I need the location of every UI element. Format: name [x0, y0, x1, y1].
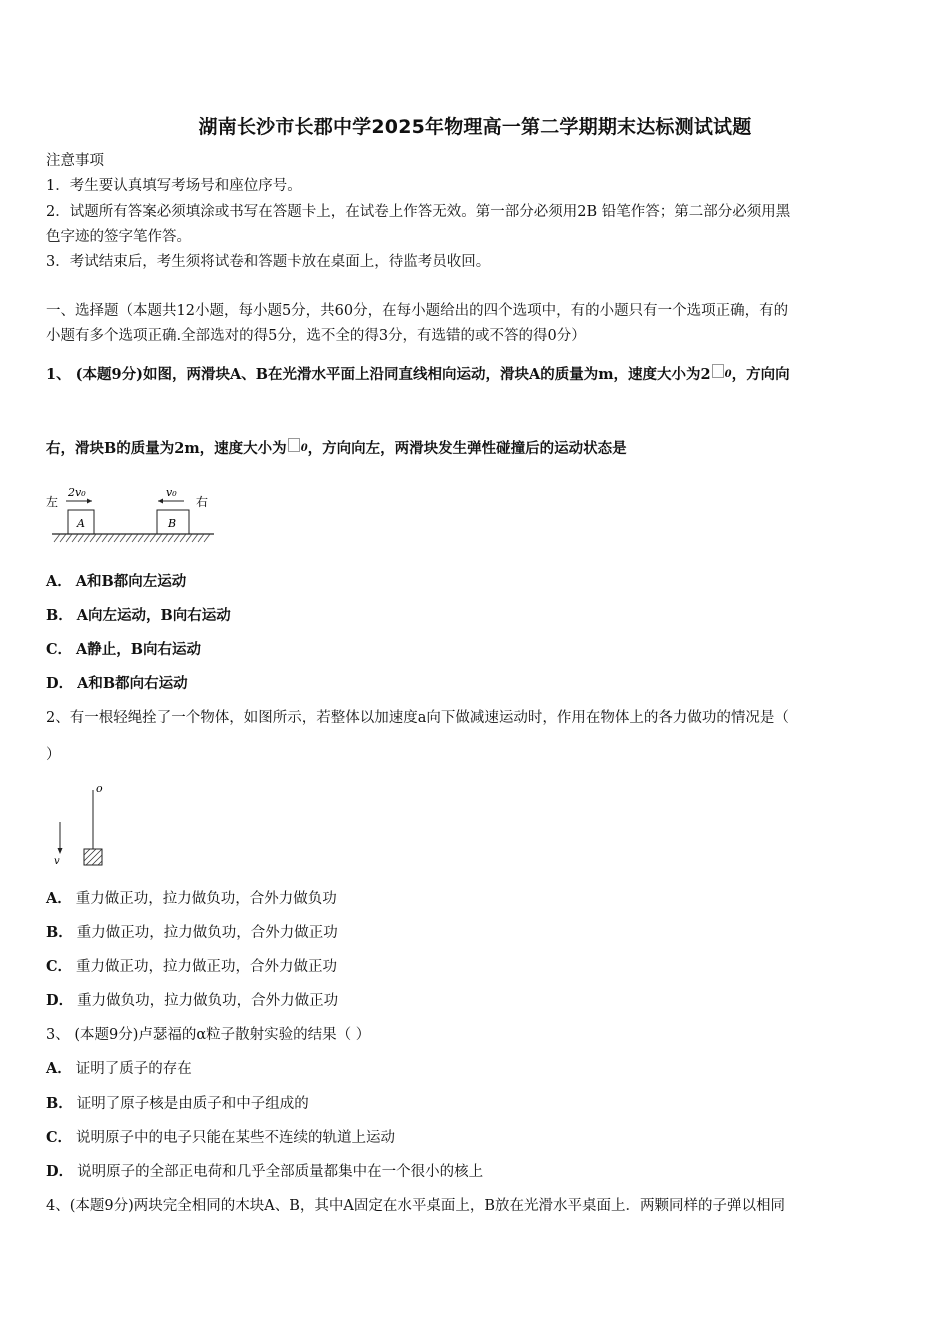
- arrow-right-head: [87, 499, 92, 504]
- q2-option-c: [46, 956, 908, 978]
- arrow-left-head: [158, 499, 163, 504]
- subscript-zero: 0: [724, 369, 732, 380]
- q3-option-b: [46, 1093, 908, 1115]
- question-1-line-2: [46, 438, 908, 460]
- option-label: D．: [46, 992, 74, 1009]
- q3-option-c: [46, 1127, 908, 1149]
- q1-option-a: [46, 571, 908, 593]
- q2-option-d: [46, 990, 908, 1012]
- q3-option-a: [46, 1058, 908, 1080]
- option-label: D．: [46, 675, 74, 692]
- option-label: D．: [46, 1163, 74, 1180]
- option-label: A．: [46, 890, 72, 907]
- notice-item: 1．考生要认真填写考场号和座位序号。: [46, 178, 302, 194]
- velocity-label: v: [54, 856, 60, 867]
- rope-figure: [48, 780, 118, 870]
- option-text: A和B都向左运动: [75, 573, 187, 590]
- q1-option-d: [46, 673, 908, 695]
- section-heading-cont: 小题有多个选项正确.全部选对的得5分，选不全的得3分，有选错的或不答的得0分）: [46, 328, 586, 344]
- option-label: B．: [46, 1095, 73, 1112]
- collision-figure: [46, 484, 218, 548]
- option-label: C．: [46, 958, 73, 975]
- notice-item: 2．试题所有答案必须填涂或书写在答题卡上，在试卷上作答无效。第一部分必须用2B 铅笔作答；第二部分必须用黑: [46, 204, 791, 220]
- option-text: 证明了原子核是由质子和中子组成的: [76, 1096, 309, 1112]
- option-text: 重力做正功，拉力做负功，合外力做负功: [75, 891, 337, 907]
- point-o-label: o: [96, 782, 103, 795]
- question-4-text: 4、(本题9分)两块完全相同的木块A、B，其中A固定在水平桌面上，B放在光滑水平桌面上．两颗同样的子弹以相同: [46, 1198, 786, 1214]
- question-3-text: 3、 (本题9分)卢瑟福的α粒子散射实验的结果（ ）: [46, 1027, 371, 1043]
- q1-option-c: [46, 639, 908, 661]
- notice-item: 3．考试结束后，考生须将试卷和答题卡放在桌面上，待监考员收回。: [46, 254, 491, 270]
- missing-glyph-icon: [712, 364, 724, 378]
- option-text: 重力做正功，拉力做正功，合外力做正功: [76, 959, 338, 975]
- option-text: 重力做正功，拉力做负功，合外力做正功: [76, 925, 338, 941]
- block-b-label: B: [168, 517, 177, 530]
- q2-option-b: [46, 922, 908, 944]
- subscript-zero: 0: [300, 443, 308, 454]
- option-label: C．: [46, 641, 73, 658]
- q1-option-b: [46, 605, 908, 627]
- velocity-b-label: v₀: [166, 486, 177, 499]
- q2-option-a: [46, 888, 908, 910]
- option-label: A．: [46, 573, 72, 590]
- right-label: 右: [196, 495, 209, 509]
- option-text: A向左运动，B向右运动: [76, 607, 231, 624]
- option-label: B．: [46, 607, 73, 624]
- option-text: A和B都向右运动: [77, 675, 188, 692]
- notice-heading: 注意事项: [46, 153, 104, 169]
- page-title: 湖南长沙市长郡中学2025年物理高一第二学期期末达标测试试题: [198, 116, 752, 138]
- q3-option-d: [46, 1161, 908, 1183]
- question-2-text-cont: ）: [46, 747, 61, 763]
- ground-hatch: [54, 534, 210, 542]
- option-text: A静止，B向右运动: [76, 641, 202, 658]
- question-1-text: 右，滑块B的质量为2m，速度大小为: [46, 440, 287, 457]
- question-2-text: 2、有一根轻绳拴了一个物体，如图所示，若整体以加速度a向下做减速运动时，作用在物体上的各力做功的情况是（: [46, 710, 789, 726]
- option-text: 重力做负功，拉力做负功，合外力做正功: [77, 993, 339, 1009]
- question-1-text-end: ，方向向: [731, 366, 790, 383]
- velocity-arrow-head: [58, 848, 63, 854]
- question-1-text-end: ，方向向左，两滑块发生弹性碰撞后的运动状态是: [307, 440, 627, 457]
- section-heading: 一、选择题（本题共12小题，每小题5分，共60分，在每小题给出的四个选项中，有的小题只有一个选项正确，有的: [46, 303, 789, 319]
- option-label: C．: [46, 1129, 73, 1146]
- missing-glyph-icon: [288, 438, 300, 452]
- option-text: 证明了质子的存在: [75, 1061, 192, 1077]
- question-1-line: [46, 364, 908, 386]
- block-a-label: A: [77, 517, 85, 530]
- option-text: 说明原子的全部正电荷和几乎全部质量都集中在一个很小的核上: [77, 1164, 484, 1180]
- left-label: 左: [46, 495, 59, 509]
- option-text: 说明原子中的电子只能在某些不连续的轨道上运动: [76, 1130, 396, 1146]
- question-1-text: 1、 (本题9分)如图，两滑块A、B在光滑水平面上沿同直线相向运动，滑块A的质量为m，速度大小为2: [46, 366, 711, 383]
- notice-item: 色字迹的签字笔作答。: [46, 229, 191, 245]
- option-label: B．: [46, 924, 73, 941]
- velocity-a-label: 2v₀: [68, 486, 86, 499]
- option-label: A．: [46, 1060, 72, 1077]
